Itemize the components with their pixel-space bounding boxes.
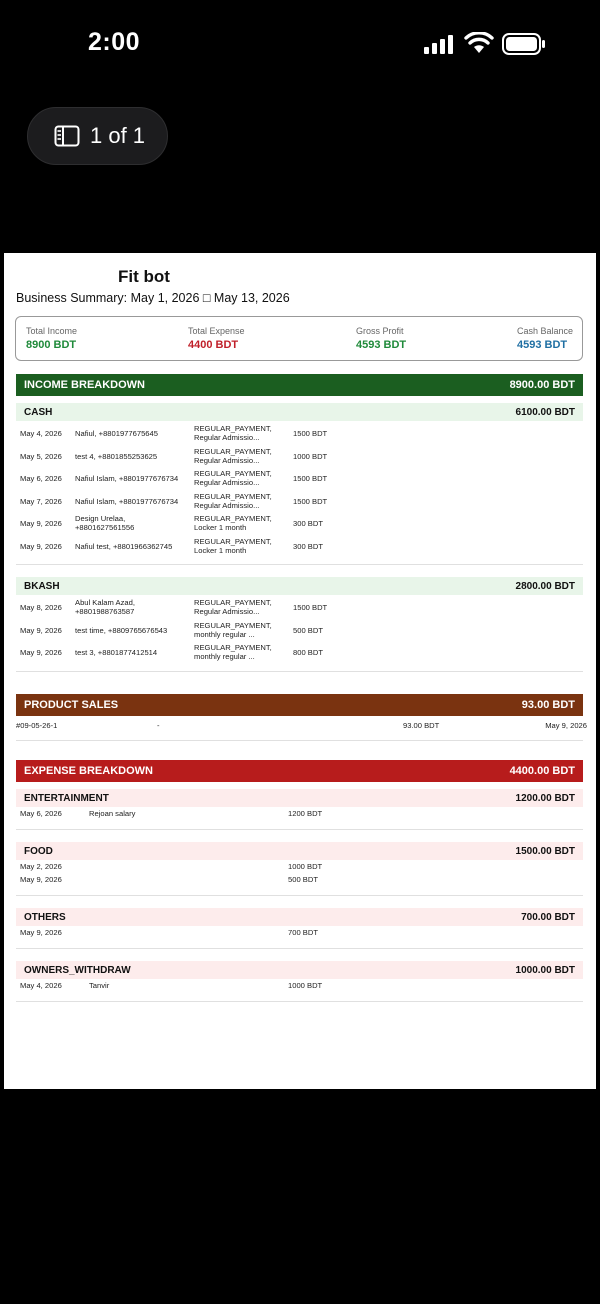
table-cell: May 8, 2026 bbox=[20, 603, 62, 612]
table-cell: test time, +8809765676543 bbox=[75, 626, 168, 635]
table-cell: 1000 BDT bbox=[293, 452, 328, 461]
income-breakdown-header: INCOME BREAKDOWN 8900.00 BDT bbox=[16, 374, 583, 396]
table-cell: Abul Kalam Azad, bbox=[75, 598, 135, 607]
divider bbox=[16, 829, 583, 830]
summary-total-income: Total Income 8900 BDT bbox=[26, 326, 78, 351]
table-cell: +8801988763587 bbox=[75, 607, 135, 616]
table-cell: Regular Admissio... bbox=[194, 501, 260, 510]
page-indicator-label: 1 of 1 bbox=[90, 123, 146, 148]
table-cell: REGULAR_PAYMENT, bbox=[194, 621, 272, 630]
table-cell: REGULAR_PAYMENT, bbox=[194, 598, 272, 607]
table-cell: May 9, 2026 bbox=[20, 519, 62, 528]
table-cell: REGULAR_PAYMENT, bbox=[194, 537, 272, 546]
summary-cash-balance: Cash Balance 4593 BDT bbox=[517, 326, 574, 351]
expense-category-entertainment: ENTERTAINMENT 1200.00 BDT bbox=[16, 789, 583, 807]
table-cell: Tanvir bbox=[89, 981, 110, 990]
table-cell: 1000 BDT bbox=[288, 862, 323, 871]
divider bbox=[16, 1001, 583, 1002]
product-sales-header: PRODUCT SALES 93.00 BDT bbox=[16, 694, 583, 716]
income-category-cash: CASH 6100.00 BDT bbox=[16, 403, 583, 421]
income-category-bkash: BKASH 2800.00 BDT bbox=[16, 577, 583, 595]
battery-icon bbox=[502, 33, 546, 55]
table-cell: Design Urelaa, bbox=[75, 514, 126, 523]
table-cell: test 3, +8801877412514 bbox=[75, 648, 158, 657]
table-cell: 1500 BDT bbox=[293, 429, 328, 438]
table-cell: May 4, 2026 bbox=[20, 429, 62, 438]
table-cell: 1000 BDT bbox=[288, 981, 323, 990]
divider bbox=[16, 671, 583, 672]
table-cell: - bbox=[157, 721, 160, 730]
table-cell: REGULAR_PAYMENT, bbox=[194, 643, 272, 652]
summary-gross-profit: Gross Profit 4593 BDT bbox=[356, 326, 407, 351]
table-cell: May 7, 2026 bbox=[20, 497, 62, 506]
table-cell: +8801627561556 bbox=[75, 523, 135, 532]
table-cell: May 9, 2026 bbox=[20, 875, 62, 884]
table-cell: May 5, 2026 bbox=[20, 452, 62, 461]
table-cell: Nafiul Islam, +8801977676734 bbox=[75, 497, 179, 506]
table-cell: 800 BDT bbox=[293, 648, 323, 657]
table-cell: #09-05-26-1 bbox=[16, 721, 58, 730]
table-cell: 700 BDT bbox=[288, 928, 318, 937]
table-cell: monthly regular ... bbox=[194, 630, 255, 639]
divider bbox=[16, 564, 583, 565]
table-cell: REGULAR_PAYMENT, bbox=[194, 469, 272, 478]
expense-category-food: FOOD 1500.00 BDT bbox=[16, 842, 583, 860]
table-cell: test 4, +8801855253625 bbox=[75, 452, 158, 461]
summary-total-expense: Total Expense 4400 BDT bbox=[188, 326, 245, 351]
table-cell: REGULAR_PAYMENT, bbox=[194, 514, 272, 523]
table-cell: May 4, 2026 bbox=[20, 981, 62, 990]
table-cell: monthly regular ... bbox=[194, 652, 255, 661]
expense-category-owners-withdraw: OWNERS_WITHDRAW 1000.00 BDT bbox=[16, 961, 583, 979]
table-cell: Nafiul, +8801977675645 bbox=[75, 429, 158, 438]
expense-category-others: OTHERS 700.00 BDT bbox=[16, 908, 583, 926]
cellular-signal-icon bbox=[424, 35, 454, 54]
table-cell: May 9, 2026 bbox=[20, 648, 62, 657]
table-cell: May 2, 2026 bbox=[20, 862, 62, 871]
pdf-page[interactable] bbox=[4, 253, 596, 1089]
table-cell: 500 BDT bbox=[293, 626, 323, 635]
table-cell: Regular Admissio... bbox=[194, 456, 260, 465]
table-cell: 1500 BDT bbox=[293, 474, 328, 483]
table-cell: REGULAR_PAYMENT, bbox=[194, 447, 272, 456]
table-cell: Nafiul test, +8801966362745 bbox=[75, 542, 173, 551]
table-cell: May 6, 2026 bbox=[20, 474, 62, 483]
table-cell: May 9, 2026 bbox=[20, 626, 62, 635]
pages-icon bbox=[54, 125, 80, 147]
table-cell: May 6, 2026 bbox=[20, 809, 62, 818]
wifi-icon bbox=[464, 32, 494, 54]
table-cell: May 9, 2026 bbox=[20, 928, 62, 937]
table-cell: Regular Admissio... bbox=[194, 607, 260, 616]
table-cell: REGULAR_PAYMENT, bbox=[194, 424, 272, 433]
table-cell: Locker 1 month bbox=[194, 523, 247, 532]
divider bbox=[16, 740, 583, 741]
table-cell: 500 BDT bbox=[288, 875, 318, 884]
report-subtitle: Business Summary: May 1, 2026 □ May 13, 2026 bbox=[16, 291, 290, 305]
divider bbox=[16, 948, 583, 949]
table-cell: 300 BDT bbox=[293, 519, 323, 528]
table-cell: Regular Admissio... bbox=[194, 478, 260, 487]
divider bbox=[16, 895, 583, 896]
table-cell: Nafiul Islam, +8801977676734 bbox=[75, 474, 179, 483]
table-cell: Rejoan salary bbox=[89, 809, 136, 818]
summary-box bbox=[15, 316, 583, 361]
table-cell: May 9, 2026 bbox=[20, 542, 62, 551]
table-cell: 1500 BDT bbox=[293, 497, 328, 506]
table-cell: May 9, 2026 bbox=[545, 721, 587, 730]
table-cell: 1500 BDT bbox=[293, 603, 328, 612]
table-cell: 300 BDT bbox=[293, 542, 323, 551]
table-cell: Locker 1 month bbox=[194, 546, 247, 555]
expense-breakdown-header: EXPENSE BREAKDOWN 4400.00 BDT bbox=[16, 760, 583, 782]
table-cell: 1200 BDT bbox=[288, 809, 323, 818]
table-cell: Regular Admissio... bbox=[194, 433, 260, 442]
status-time: 2:00 bbox=[88, 28, 141, 56]
table-cell: REGULAR_PAYMENT, bbox=[194, 492, 272, 501]
status-bar bbox=[0, 0, 600, 90]
table-cell: 93.00 BDT bbox=[403, 721, 440, 730]
report-title: Fit bot bbox=[118, 267, 170, 286]
page-indicator-button[interactable] bbox=[27, 107, 168, 165]
